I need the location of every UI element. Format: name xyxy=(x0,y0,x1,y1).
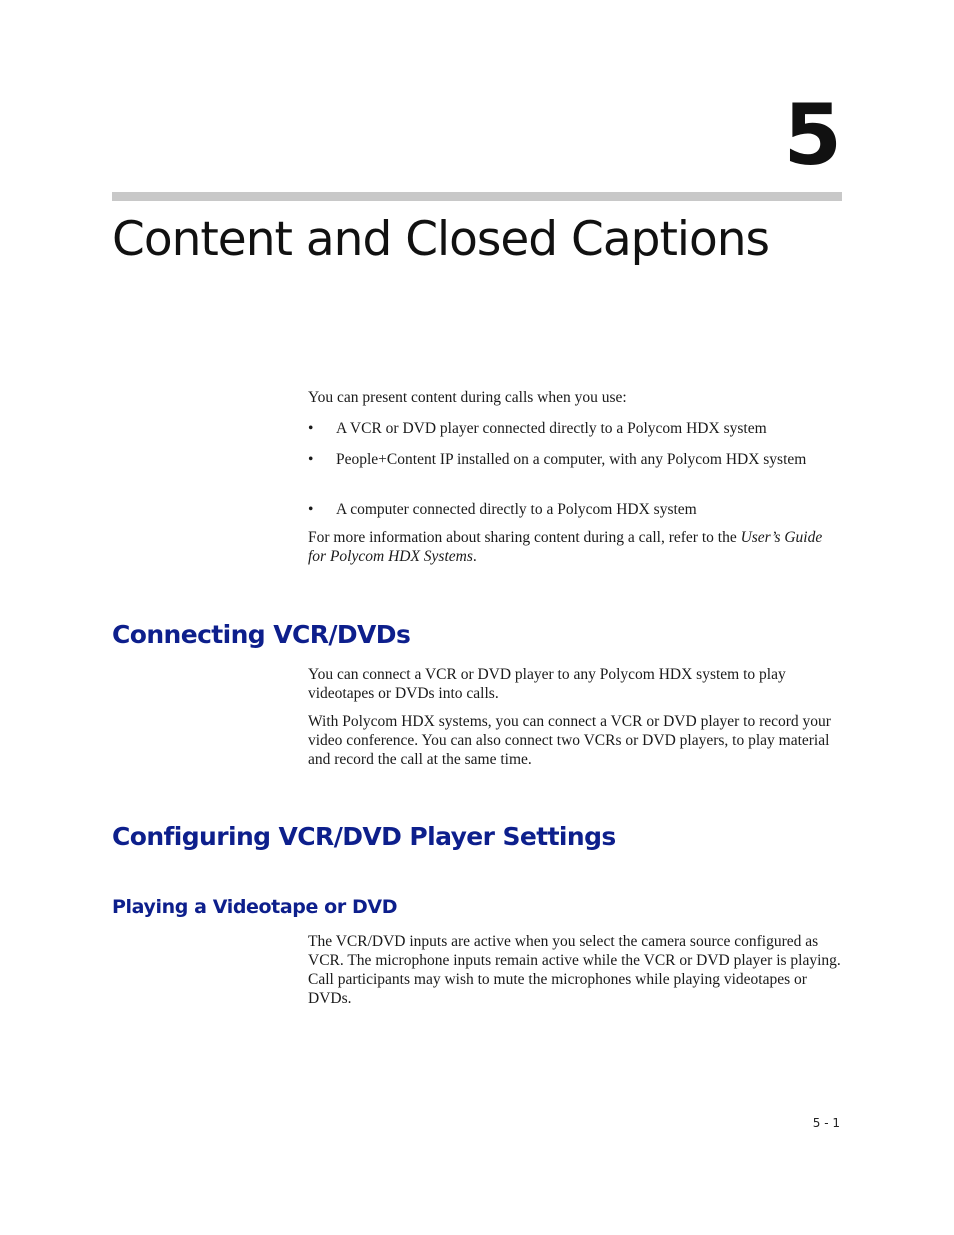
heading-playing-videotape-or-dvd: Playing a Videotape or DVD xyxy=(112,896,398,918)
chapter-title: Content and Closed Captions xyxy=(112,212,770,267)
chapter-number: 5 xyxy=(783,86,842,184)
chapter-rule xyxy=(112,192,842,201)
bullet-marker: • xyxy=(308,451,314,468)
intro-lead: You can present content during calls when you use: xyxy=(308,389,627,406)
heading-configuring-vcr-dvd-settings: Configuring VCR/DVD Player Settings xyxy=(112,822,616,851)
list-item-text: A computer connected directly to a Polycom HDX system xyxy=(336,501,697,518)
bullet-marker: • xyxy=(308,420,314,437)
list-item-text: A VCR or DVD player connected directly to a Polycom HDX system xyxy=(336,420,767,437)
heading-connecting-vcr-dvds: Connecting VCR/DVDs xyxy=(112,620,411,649)
more-info-paragraph xyxy=(308,528,842,566)
bullet-marker: • xyxy=(308,501,314,518)
connecting-paragraph-2: With Polycom HDX systems, you can connect a VCR or DVD player to record your video conference. You can also connect two VCRs or DVD players, to play material and record the call at the same time. xyxy=(308,713,831,768)
playing-paragraph-1: The VCR/DVD inputs are active when you select the camera source configured as VCR. The microphone inputs remain active while the VCR or DVD player is playing. Call participants may wish to mute the microphones while playing videotapes or DVDs. xyxy=(308,933,841,1007)
list-item-text: People+Content IP installed on a computer, with any Polycom HDX system xyxy=(336,451,807,468)
more-info-suffix: . xyxy=(472,548,477,565)
connecting-paragraph-1: You can connect a VCR or DVD player to any Polycom HDX system to play videotapes or DVDs into calls. xyxy=(308,666,786,702)
guide-reference: User’s Guide for Polycom HDX Systems xyxy=(308,529,823,565)
more-info-prefix: For more information about sharing content during a call, refer to the xyxy=(308,529,741,546)
page-number: 5 - 1 xyxy=(812,1116,840,1130)
